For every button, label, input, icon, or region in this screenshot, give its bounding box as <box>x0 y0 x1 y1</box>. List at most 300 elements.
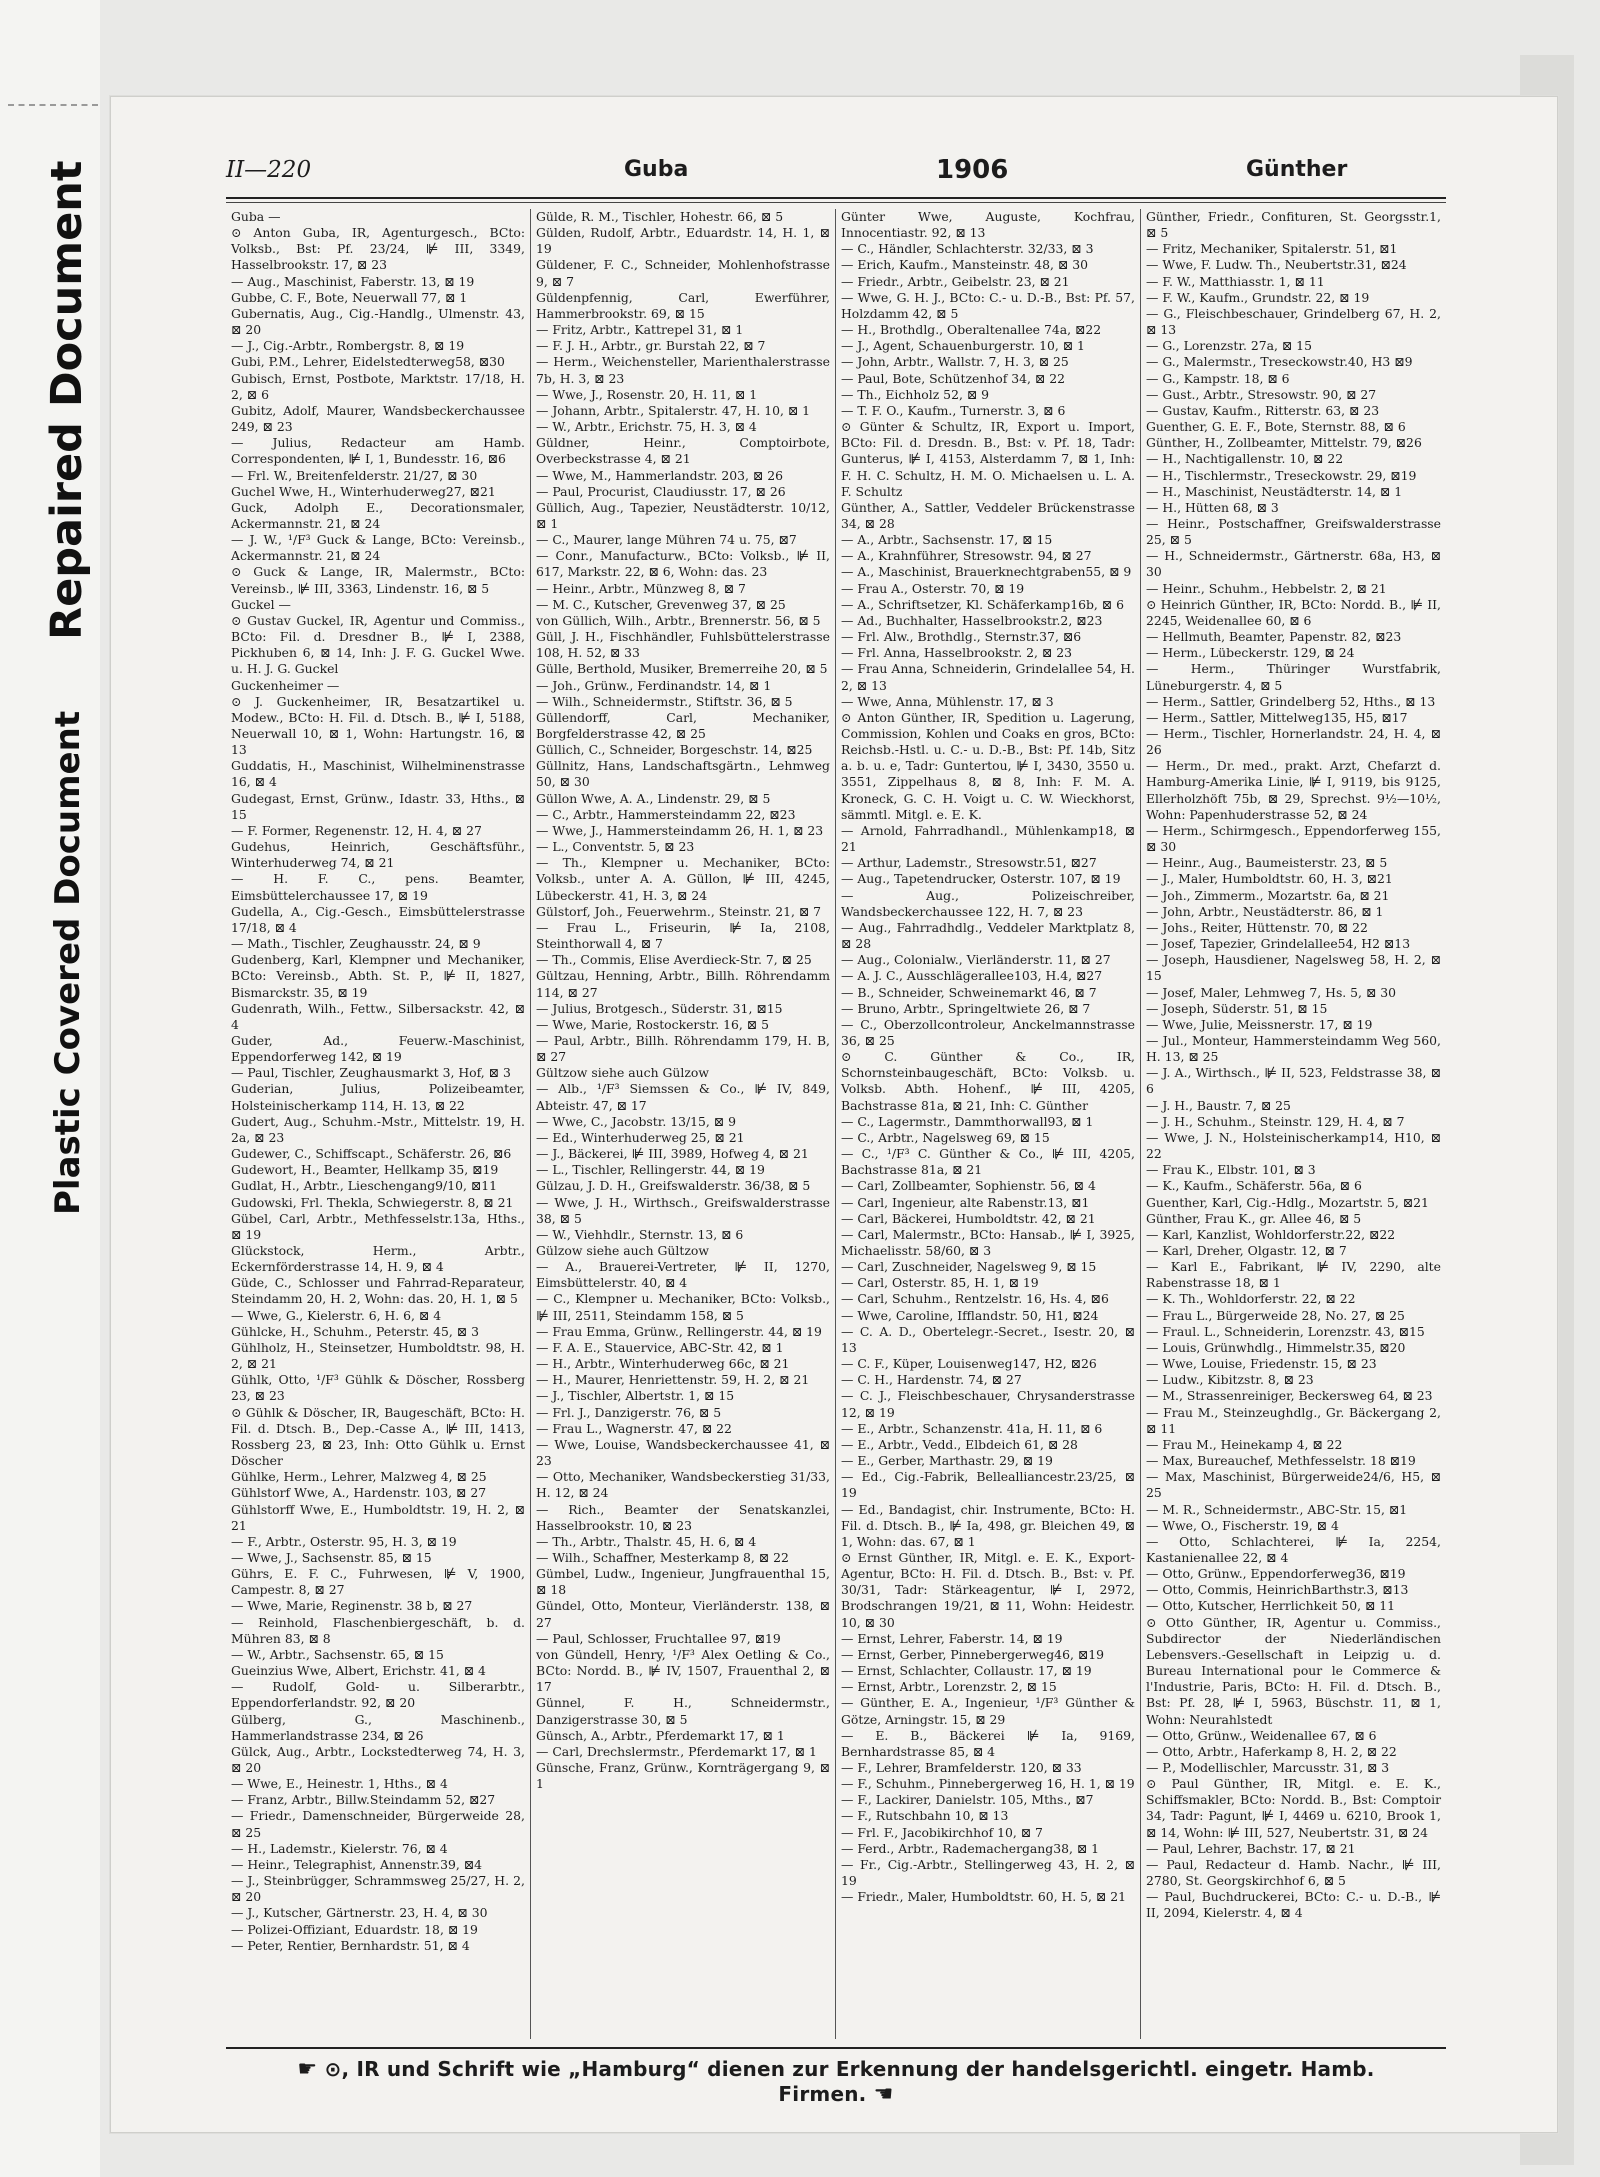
directory-entry: Gudowski, Frl. Thekla, Schwiegerstr. 8, ⊠ 21 <box>231 1194 514 1210</box>
directory-entry: — P., Modellischler, Marcusstr. 31, ⊠ 3 <box>1146 1760 1390 1775</box>
directory-entry: Günther, Friedr., Confituren, St. Georgsstr.1, ⊠ 5 <box>1146 209 1441 241</box>
directory-entry: Günter Wwe, Auguste, Kochfrau, Innocentiastr. 92, ⊠ 13 <box>841 209 1135 241</box>
directory-entry: — Gust., Arbtr., Stresowstr. 90, ⊠ 27 <box>1146 386 1377 402</box>
directory-entry: — Arnold, Fahrradhandl., Mühlenkamp18, ⊠ 21 <box>841 822 1135 855</box>
directory-entry: — Aug., Tapetendrucker, Osterstr. 107, ⊠ 19 <box>841 871 1121 887</box>
directory-entry: — Conr., Manufacturw., BCto: Volksb., ⊯ II, 617, Markstr. 22, ⊠ 6, Wohn: das. 23 <box>536 548 830 580</box>
directory-entry: — Ernst, Lehrer, Faberstr. 14, ⊠ 19 <box>841 1630 1063 1646</box>
directory-entry: ⊙ Anton Günther, IR, Spedition u. Lagerung, Commission, Kohlen und Coaks en gros, BCto: Reichsb.-Hstl. u. C.- u. D.-B., Bst: Pf. 14b, Sitz a. b. u. e, Tadr: Guntertou, ⊯ I, 3430, 3550 u. 3551, Zippelhaus 8, ⊠ 8, Inh: F. M. A. Kroneck, G. C. H. Voigt u. C. W. Wieckhorst, sämmtl. Mitgl. e. E. K. <box>841 709 1135 822</box>
directory-entry: — Wwe, O., Fischerstr. 19, ⊠ 4 <box>1146 1517 1339 1533</box>
directory-entry: Günnel, F. H., Schneidermstr., Danzigerstrasse 30, ⊠ 5 <box>536 1695 830 1727</box>
directory-entry: — Karl, Dreher, Olgastr. 12, ⊠ 7 <box>1146 1243 1347 1258</box>
directory-entry: — Wwe, J. N., Holsteinischerkamp14, H10, ⊠ 22 <box>1146 1129 1441 1162</box>
directory-entry: — Johann, Arbtr., Spitalerstr. 47, H. 10, ⊠ 1 <box>536 402 811 418</box>
directory-entry: Gülck, Aug., Arbtr., Lockstedterweg 74, H. 3, ⊠ 20 <box>231 1743 525 1775</box>
directory-entry: — Wwe, Marie, Reginenstr. 38 b, ⊠ 27 <box>231 1598 473 1614</box>
directory-entry: — Jul., Monteur, Hammersteindamm Weg 560, H. 13, ⊠ 25 <box>1146 1032 1441 1065</box>
directory-entry: Günsche, Franz, Grünw., Kornträgergang 9, ⊠ 1 <box>536 1760 830 1792</box>
directory-entry: — F. A. E., Stauervice, ABC-Str. 42, ⊠ 1 <box>536 1339 784 1355</box>
directory-entry: — Frau L., Friseurin, ⊯ Ia, 2108, Steinthorwall 4, ⊠ 7 <box>536 919 830 952</box>
directory-entry: Güllendorff, Carl, Mechaniker, Borgfelderstrasse 42, ⊠ 25 <box>536 709 830 741</box>
scan-cut-line <box>8 104 98 106</box>
directory-entry: — B., Schneider, Schweinemarkt 46, ⊠ 7 <box>841 984 1097 1000</box>
directory-entry: — F. W., Matthiasstr. 1, ⊠ 11 <box>1146 273 1325 289</box>
directory-entry: — Ferd., Arbtr., Rademachergang38, ⊠ 1 <box>841 1840 1100 1856</box>
directory-entry: — C., Oberzollcontroleur, Anckelmannstrasse 36, ⊠ 25 <box>841 1016 1135 1048</box>
directory-entry: Günther, A., Sattler, Veddeler Brückenstrasse 34, ⊠ 28 <box>841 499 1135 531</box>
directory-entry: Güllich, C., Schneider, Borgeschstr. 14, ⊠25 <box>536 742 813 758</box>
directory-entry: — Polizei-Offiziant, Eduardstr. 18, ⊠ 19 <box>231 1921 478 1937</box>
directory-entry: ⊙ Paul Günther, IR, Mitgl. e. E. K., Schiffsmakler, BCto: Nordd. B., Bst: Comptoir 34, Tadr: Pagunt, ⊯ I, 4469 u. 6210, Brook 1, ⊠ 14, Wohn: ⊯ III, 527, Neubertstr. 31, ⊠ 24 <box>1146 1776 1441 1840</box>
directory-entry: — Carl, Zollbeamter, Sophienstr. 56, ⊠ 4 <box>841 1178 1096 1194</box>
directory-entry: — G., Malermstr., Treseckowstr.40, H3 ⊠9 <box>1146 354 1413 370</box>
directory-columns <box>226 209 1446 2039</box>
directory-entry: ⊙ Guck & Lange, IR, Malermstr., BCto: Vereinsb., ⊯ III, 3363, Lindenstr. 16, ⊠ 5 <box>231 564 525 596</box>
column-1 <box>226 209 531 2039</box>
directory-entry: — Reinhold, Flaschenbiergeschäft, b. d. Mühren 83, ⊠ 8 <box>231 1614 525 1646</box>
directory-entry: — Wwe, J., Sachsenstr. 85, ⊠ 15 <box>231 1549 432 1565</box>
directory-entry: — C., Maurer, lange Mühren 74 u. 75, ⊠7 <box>536 532 797 548</box>
directory-entry: — F. Former, Regenenstr. 12, H. 4, ⊠ 27 <box>231 822 482 838</box>
directory-entry: Güldner, Heinr., Comptoirbote, Overbeckstrasse 4, ⊠ 21 <box>536 435 830 467</box>
pointing-hand-icon: ☛ <box>297 2057 318 2082</box>
directory-entry: — Wwe, G., Kielerstr. 6, H. 6, ⊠ 4 <box>231 1307 442 1323</box>
directory-entry: — Herm., Tischler, Hornerlandstr. 24, H. 4, ⊠ 26 <box>1146 726 1441 758</box>
directory-entry: — Frl. W., Breitenfelderstr. 21/27, ⊠ 30 <box>231 467 478 483</box>
directory-entry: — J., Agent, Schauenburgerstr. 10, ⊠ 1 <box>841 338 1085 354</box>
directory-entry: — Wwe, Anna, Mühlenstr. 17, ⊠ 3 <box>841 693 1054 709</box>
directory-entry: — Paul, Tischler, Zeughausmarkt 3, Hof, ⊠ 3 <box>231 1065 511 1081</box>
directory-entry: — Karl, Kanzlist, Wohldorferstr.22, ⊠22 <box>1146 1226 1396 1242</box>
directory-entry: — Herm., Weichensteller, Marienthalerstrasse 7b, H. 3, ⊠ 23 <box>536 354 830 386</box>
directory-entry: — Wwe, F. Ludw. Th., Neubertstr.31, ⊠24 <box>1146 257 1407 273</box>
directory-entry: — J. A., Wirthsch., ⊯ II, 523, Feldstrasse 38, ⊠ 6 <box>1146 1065 1441 1097</box>
directory-entry: ⊙ Günter & Schultz, IR, Export u. Import, BCto: Fil. d. Dresdn. B., Bst: v. Pf. 18, Tadr: Gunterus, ⊯ I, 4153, Alsterdamm 7, ⊠ 1, Inh: F. H. C. Schultz, H. M. O. Michaelsen u. L. A. F. Schultz <box>841 419 1135 499</box>
directory-entry: — Wwe, Julie, Meissnerstr. 17, ⊠ 19 <box>1146 1016 1373 1032</box>
directory-entry: — K. Th., Wohldorferstr. 22, ⊠ 22 <box>1146 1291 1356 1307</box>
directory-entry: — Carl, Bäckerei, Humboldtstr. 42, ⊠ 21 <box>841 1210 1096 1226</box>
directory-entry: Gudlat, H., Arbtr., Lieschengang9/10, ⊠11 <box>231 1178 497 1194</box>
directory-entry: — C. J., Fleischbeschauer, Chrysanderstrasse 12, ⊠ 19 <box>841 1388 1135 1420</box>
directory-entry: — Frau L., Bürgerweide 28, No. 27, ⊠ 25 <box>1146 1307 1405 1323</box>
directory-entry: — Fritz, Mechaniker, Spitalerstr. 51, ⊠1 <box>1146 241 1398 257</box>
directory-entry: — Joh., Grünw., Ferdinandstr. 14, ⊠ 1 <box>536 677 772 693</box>
footer-note <box>251 2057 1421 2107</box>
directory-entry: — W., Arbtr., Sachsenstr. 65, ⊠ 15 <box>231 1646 444 1662</box>
plastic-covered-label: Plastic Covered Document <box>48 710 88 1215</box>
directory-entry: — C., Klempner u. Mechaniker, BCto: Volksb., ⊯ III, 2511, Steindamm 158, ⊠ 5 <box>536 1291 830 1323</box>
directory-entry: — Wilh., Schaffner, Mesterkamp 8, ⊠ 22 <box>536 1549 789 1565</box>
directory-entry: — Aug., Maschinist, Faberstr. 13, ⊠ 19 <box>231 273 475 289</box>
directory-entry: — Herm., Lübeckerstr. 129, ⊠ 24 <box>1146 645 1355 661</box>
directory-entry: — J. W., ¹/F³ Guck & Lange, BCto: Vereinsb., Ackermannstr. 21, ⊠ 24 <box>231 532 525 564</box>
directory-entry: Gudewort, H., Beamter, Hellkamp 35, ⊠19 <box>231 1162 499 1178</box>
directory-entry: — Wilh., Schneidermstr., Stiftstr. 36, ⊠ 5 <box>536 693 793 709</box>
directory-entry: — Aug., Polizeischreiber, Wandsbeckerchaussee 122, H. 7, ⊠ 23 <box>841 887 1135 919</box>
directory-entry: — Rudolf, Gold- u. Silberarbtr., Eppendorferlandstr. 92, ⊠ 20 <box>231 1679 525 1711</box>
directory-entry: — Th., Commis, Elise Averdieck-Str. 7, ⊠ 25 <box>536 952 812 968</box>
directory-entry: von Gündell, Henry, ¹/F³ Alex Oetling & Co., BCto: Nordd. B., ⊯ IV, 1507, Frauenthal 2, ⊠ 17 <box>536 1646 830 1695</box>
directory-entry: — Fr., Cig.-Arbtr., Stellingerweg 43, H. 2, ⊠ 19 <box>841 1856 1135 1889</box>
directory-entry: — A., Brauerei-Vertreter, ⊯ II, 1270, Eimsbüttelerstr. 40, ⊠ 4 <box>536 1259 830 1291</box>
directory-entry: — Heinr., Telegraphist, Annenstr.39, ⊠4 <box>231 1856 483 1872</box>
footer-text: ⊙, IR und Schrift wie „Hamburg“ dienen zur Erkennung der handelsgerichtl. eingetr. Hamb. Firmen. <box>324 2057 1375 2106</box>
directory-entry: Guckel — <box>231 596 291 612</box>
directory-entry: Gudewer, C., Schiffscapt., Schäferstr. 26, ⊠6 <box>231 1146 512 1162</box>
directory-entry: — M., Strassenreiniger, Beckersweg 64, ⊠ 23 <box>1146 1388 1433 1404</box>
directory-entry: — Josef, Maler, Lehmweg 7, Hs. 5, ⊠ 30 <box>1146 984 1397 1000</box>
directory-entry: — Paul, Bote, Schützenhof 34, ⊠ 22 <box>841 370 1065 386</box>
directory-entry: — Math., Tischler, Zeughausstr. 24, ⊠ 9 <box>231 936 481 952</box>
directory-entry: ⊙ Otto Günther, IR, Agentur u. Commiss., Subdirector der Niederländischen Lebensvers.-Gesellschaft in Leipzig u. d. Bureau International pour le Commerce & l'Industrie, Paris, BCto: H. Fil. d. Dtsch. B., Bst: Pf. 28, ⊯ I, 5963, Büschstr. 11, ⊠ 1, Wohn: Neurahlstedt <box>1146 1614 1441 1727</box>
directory-entry: Gudenrath, Wilh., Fettw., Silbersackstr. 42, ⊠ 4 <box>231 1000 525 1032</box>
directory-entry: — J. H., Baustr. 7, ⊠ 25 <box>1146 1097 1291 1113</box>
column-4 <box>1141 209 1446 2039</box>
directory-entry: — Herm., Dr. med., prakt. Arzt, Chefarzt d. Hamburg-Amerika Linie, ⊯ I, 9119, bis 9125, Ellerholzhöft 75b, ⊠ 29, Sprechst. 9½—10½, Wohn: Papenhuderstrasse 52, ⊠ 24 <box>1146 758 1441 822</box>
directory-entry: — Frau Emma, Grünw., Rellingerstr. 44, ⊠ 19 <box>536 1323 822 1339</box>
directory-entry: Gubitz, Adolf, Maurer, Wandsbeckerchaussee 249, ⊠ 23 <box>231 402 525 435</box>
directory-entry: — J. H., Schuhm., Steinstr. 129, H. 4, ⊠ 7 <box>1146 1113 1405 1129</box>
directory-entry: — Gustav, Kaufm., Ritterstr. 63, ⊠ 23 <box>1146 402 1380 418</box>
directory-entry: — Wwe, J. H., Wirthsch., Greifswalderstrasse 38, ⊠ 5 <box>536 1194 830 1226</box>
directory-entry: — Otto, Grünw., Eppendorferweg36, ⊠19 <box>1146 1566 1406 1582</box>
directory-entry: Gülzau, J. D. H., Greifswalderstr. 36/38, ⊠ 5 <box>536 1178 811 1194</box>
directory-entry: — H. F. C., pens. Beamter, Eimsbüttelerchaussee 17, ⊠ 19 <box>231 871 525 903</box>
directory-entry: — Wwe, Caroline, Ifflandstr. 50, H1, ⊠24 <box>841 1307 1099 1323</box>
directory-entry: Gülzow siehe auch Gültzow <box>536 1243 709 1258</box>
directory-entry: — Herm., Sattler, Mittelweg135, H5, ⊠17 <box>1146 709 1408 725</box>
directory-entry: — F., Lackirer, Danielstr. 105, Mths., ⊠7 <box>841 1792 1094 1808</box>
directory-entry: Guck, Adolph E., Decorationsmaler, Ackermannstr. 21, ⊠ 24 <box>231 499 525 531</box>
directory-entry: — F. J. H., Arbtr., gr. Burstah 22, ⊠ 7 <box>536 338 766 354</box>
directory-entry: — Heinr., Arbtr., Münzweg 8, ⊠ 7 <box>536 580 746 596</box>
directory-entry: — Heinr., Postschaffner, Greifswalderstrasse 25, ⊠ 5 <box>1146 515 1441 548</box>
directory-entry: Guchel Wwe, H., Winterhuderweg27, ⊠21 <box>231 483 496 499</box>
directory-entry: — Otto, Arbtr., Haferkamp 8, H. 2, ⊠ 22 <box>1146 1743 1397 1759</box>
pointing-hand-icon-right: ☚ <box>873 2082 894 2107</box>
directory-entry: Güll, J. H., Fischhändler, Fuhlsbüttelerstrasse 108, H. 52, ⊠ 33 <box>536 629 830 661</box>
directory-entry: — A., Krahnführer, Stresowstr. 94, ⊠ 27 <box>841 548 1092 564</box>
directory-entry: — C., Lagermstr., Dammthorwall93, ⊠ 1 <box>841 1113 1094 1129</box>
directory-entry: — Franz, Arbtr., Billw.Steindamm 52, ⊠27 <box>231 1792 496 1808</box>
directory-entry: — F., Lehrer, Bramfelderstr. 120, ⊠ 33 <box>841 1760 1082 1775</box>
header-rule <box>226 197 1446 199</box>
directory-entry: Guckenheimer — <box>231 677 340 693</box>
directory-entry: — H., Brothdlg., Oberaltenallee 74a, ⊠22 <box>841 322 1102 338</box>
directory-entry: Güllnitz, Hans, Landschaftsgärtn., Lehmweg 50, ⊠ 30 <box>536 758 830 790</box>
directory-entry: — Ed., Cig.-Fabrik, Bellealliancestr.23/25, ⊠ 19 <box>841 1469 1135 1501</box>
directory-entry: Gühlstorff Wwe, E., Humboldtstr. 19, H. 2, ⊠ 21 <box>231 1501 525 1533</box>
directory-entry: — A. J. C., Ausschlägerallee103, H.4, ⊠27 <box>841 968 1103 984</box>
directory-entry: — Frau L., Wagnerstr. 47, ⊠ 22 <box>536 1420 732 1436</box>
directory-entry: — Rich., Beamter der Senatskanzlei, Hasselbrookstr. 10, ⊠ 23 <box>536 1501 830 1533</box>
directory-entry: Guddatis, H., Maschinist, Wilhelminenstrasse 16, ⊠ 4 <box>231 758 525 790</box>
directory-entry: Gülden, Rudolf, Arbtr., Eduardstr. 14, H. 1, ⊠ 19 <box>536 225 830 257</box>
directory-entry: — C., ¹/F³ C. Günther & Co., ⊯ III, 4205, Bachstrasse 81a, ⊠ 21 <box>841 1146 1135 1178</box>
directory-entry: — H., Arbtr., Winterhuderweg 66c, ⊠ 21 <box>536 1356 790 1372</box>
directory-entry: — Wwe, Marie, Rostockerstr. 16, ⊠ 5 <box>536 1016 769 1032</box>
directory-entry: — Wwe, Louise, Wandsbeckerchaussee 41, ⊠ 23 <box>536 1436 830 1469</box>
directory-entry: — Paul, Procurist, Claudiusstr. 17, ⊠ 26 <box>536 483 786 499</box>
directory-entry: — A., Maschinist, Brauerknechtgraben55, ⊠ 9 <box>841 564 1132 580</box>
directory-entry: — H., Schneidermstr., Gärtnerstr. 68a, H3, ⊠ 30 <box>1146 548 1441 580</box>
directory-entry: Guder, Ad., Feuerw.-Maschinist, Eppendorferweg 142, ⊠ 19 <box>231 1032 525 1065</box>
directory-entry: — H., Lademstr., Kielerstr. 76, ⊠ 4 <box>231 1840 448 1856</box>
directory-entry: Gudella, A., Cig.-Gesch., Eimsbüttelerstrasse 17/18, ⊠ 4 <box>231 903 525 935</box>
directory-entry: — Wwe, J., Hammersteindamm 26, H. 1, ⊠ 23 <box>536 822 824 838</box>
directory-entry: — J., Kutscher, Gärtnerstr. 23, H. 4, ⊠ 30 <box>231 1905 488 1921</box>
directory-entry: — Wwe, C., Jacobstr. 13/15, ⊠ 9 <box>536 1113 736 1129</box>
directory-entry: — A., Schriftsetzer, Kl. Schäferkamp16b, ⊠ 6 <box>841 596 1125 612</box>
directory-entry: Gülle, Berthold, Musiker, Bremerreihe 20, ⊠ 5 <box>536 661 828 677</box>
directory-entry: — Aug., Colonialw., Vierländerstr. 11, ⊠ 27 <box>841 952 1111 968</box>
directory-entry: — E. B., Bäckerei ⊯ Ia, 9169, Bernhardstrasse 85, ⊠ 4 <box>841 1727 1135 1759</box>
directory-entry: — H., Maurer, Henriettenstr. 59, H. 2, ⊠ 21 <box>536 1372 810 1388</box>
directory-entry: — Hellmuth, Beamter, Papenstr. 82, ⊠23 <box>1146 629 1402 645</box>
first-entry-name: Guba <box>624 157 689 182</box>
directory-entry: Günther, Frau K., gr. Allee 46, ⊠ 5 <box>1146 1210 1362 1226</box>
directory-entry: — Wwe, Louise, Friedenstr. 15, ⊠ 23 <box>1146 1356 1377 1372</box>
directory-entry: — Ernst, Schlachter, Collaustr. 17, ⊠ 19 <box>841 1663 1092 1679</box>
directory-entry: — Frau Anna, Schneiderin, Grindelallee 54, H. 2, ⊠ 13 <box>841 661 1135 693</box>
directory-entry: — Herm., Thüringer Wurstfabrik, Lüneburgerstr. 4, ⊠ 5 <box>1146 661 1441 693</box>
directory-entry: — Frau M., Steinzeughdlg., Gr. Bäckergang 2, ⊠ 11 <box>1146 1404 1441 1436</box>
directory-entry: — Friedr., Maler, Humboldtstr. 60, H. 5, ⊠ 21 <box>841 1889 1127 1905</box>
directory-entry: — L., Tischler, Rellingerstr. 44, ⊠ 19 <box>536 1162 765 1178</box>
directory-entry: — Heinr., Schuhm., Hebbelstr. 2, ⊠ 21 <box>1146 580 1387 596</box>
directory-entry: — Paul, Buchdruckerei, BCto: C.- u. D.-B., ⊯ II, 2094, Kielerstr. 4, ⊠ 4 <box>1146 1889 1441 1921</box>
directory-entry: — C. F., Küper, Louisenweg147, H2, ⊠26 <box>841 1356 1097 1372</box>
directory-entry: — J., Cig.-Arbtr., Rombergstr. 8, ⊠ 19 <box>231 338 465 354</box>
directory-entry: — C., Händler, Schlachterstr. 32/33, ⊠ 3 <box>841 241 1094 257</box>
directory-entry: — K., Kaufm., Schäferstr. 56a, ⊠ 6 <box>1146 1178 1362 1194</box>
directory-entry: — F., Rutschbahn 10, ⊠ 13 <box>841 1808 1009 1824</box>
directory-entry: Gühlholz, H., Steinsetzer, Humboldtstr. 98, H. 2, ⊠ 21 <box>231 1339 525 1372</box>
directory-entry: — Carl, Schuhm., Rentzelstr. 16, Hs. 4, ⊠6 <box>841 1291 1109 1307</box>
directory-entry: ⊙ Gühlk & Döscher, IR, Baugeschäft, BCto: H. Fil. d. Dtsch. B., Dep.-Casse A., ⊯ III, 1413, Rossberg 23, ⊠ 23, Inh: Otto Gühlk u. Ernst Döscher <box>231 1404 525 1469</box>
directory-entry: — Wwe, M., Hammerlandstr. 203, ⊠ 26 <box>536 467 783 483</box>
directory-entry: ⊙ Heinrich Günther, IR, BCto: Nordd. B., ⊯ II, 2245, Weidenallee 60, ⊠ 6 <box>1146 596 1441 628</box>
directory-entry: ⊙ J. Guckenheimer, IR, Besatzartikel u. Modew., BCto: H. Fil. d. Dtsch. B., ⊯ I, 5188, Neuerwall 10, ⊠ 1, Wohn: Hartungstr. 16, ⊠ 13 <box>231 693 525 758</box>
directory-entry: Gudert, Aug., Schuhm.-Mstr., Mittelstr. 19, H. 2a, ⊠ 23 <box>231 1113 525 1145</box>
directory-entry: Günther, H., Zollbeamter, Mittelstr. 79, ⊠26 <box>1146 435 1422 451</box>
directory-entry: — Carl, Malermstr., BCto: Hansab., ⊯ I, 3925, Michaelisstr. 58/60, ⊠ 3 <box>841 1226 1135 1258</box>
repaired-document-label: Repaired Document <box>42 160 92 640</box>
directory-entry: — Frl. J., Danzigerstr. 76, ⊠ 5 <box>536 1404 722 1420</box>
column-2 <box>531 209 836 2039</box>
directory-entry: — John, Arbtr., Wallstr. 7, H. 3, ⊠ 25 <box>841 354 1069 370</box>
directory-entry: — John, Arbtr., Neustädterstr. 86, ⊠ 1 <box>1146 903 1384 919</box>
directory-entry: — Joseph, Hausdiener, Nagelsweg 58, H. 2, ⊠ 15 <box>1146 952 1441 984</box>
directory-entry: — Ad., Buchhalter, Hasselbrookstr.2, ⊠23 <box>841 612 1103 628</box>
directory-entry: — A., Arbtr., Sachsenstr. 17, ⊠ 15 <box>841 532 1053 548</box>
directory-entry: — Paul, Arbtr., Billh. Röhrendamm 179, H. B, ⊠ 27 <box>536 1032 830 1065</box>
directory-entry: — Th., Arbtr., Thalstr. 45, H. 6, ⊠ 4 <box>536 1533 757 1549</box>
directory-entry: — Alb., ¹/F³ Siemssen & Co., ⊯ IV, 849, Abteistr. 47, ⊠ 17 <box>536 1081 830 1113</box>
directory-entry: — Ludw., Kibitzstr. 8, ⊠ 23 <box>1146 1372 1314 1388</box>
directory-page <box>110 96 1558 2133</box>
footer-rule <box>226 2047 1446 2049</box>
directory-entry: — Friedr., Damenschneider, Bürgerweide 28, ⊠ 25 <box>231 1808 525 1840</box>
directory-entry: — Julius, Redacteur am Hamb. Correspondenten, ⊯ I, 1, Bundesstr. 16, ⊠6 <box>231 435 525 467</box>
directory-entry: — Fritz, Arbtr., Kattrepel 31, ⊠ 1 <box>536 322 744 338</box>
directory-entry: Guba — <box>231 209 281 224</box>
directory-entry: Gubi, P.M., Lehrer, Eidelstedterweg58, ⊠30 <box>231 354 505 370</box>
directory-entry: — E., Gerber, Marthastr. 29, ⊠ 19 <box>841 1453 1053 1469</box>
directory-entry: — Karl E., Fabrikant, ⊯ IV, 2290, alte Rabenstrasse 18, ⊠ 1 <box>1146 1259 1441 1291</box>
directory-entry: — Joh., Zimmerm., Mozartstr. 6a, ⊠ 21 <box>1146 887 1390 903</box>
directory-entry: Guderian, Julius, Polizeibeamter, Holsteinischerkamp 114, H. 13, ⊠ 22 <box>231 1081 525 1113</box>
directory-entry: — Herm., Schirmgesch., Eppendorferweg 155, ⊠ 30 <box>1146 822 1441 855</box>
directory-entry: — Frl. Alw., Brothdlg., Sternstr.37, ⊠6 <box>841 629 1082 645</box>
directory-entry: Gühlk, Otto, ¹/F³ Gühlk & Döscher, Rossberg 23, ⊠ 23 <box>231 1372 525 1404</box>
directory-entry: — Max, Maschinist, Bürgerweide24/6, H5, ⊠ 25 <box>1146 1469 1441 1501</box>
directory-entry: — J., Bäckerei, ⊯ III, 3989, Hofweg 4, ⊠ 21 <box>536 1146 809 1162</box>
directory-entry: — M. C., Kutscher, Grevenweg 37, ⊠ 25 <box>536 596 786 612</box>
directory-entry: — Carl, Osterstr. 85, H. 1, ⊠ 19 <box>841 1275 1039 1291</box>
directory-entry: — Frau A., Osterstr. 70, ⊠ 19 <box>841 580 1025 596</box>
directory-entry: — H., Tischlermstr., Treseckowstr. 29, ⊠19 <box>1146 467 1417 483</box>
directory-entry: Gülstorf, Joh., Feuerwehrm., Steinstr. 21, ⊠ 7 <box>536 903 822 919</box>
directory-entry: ⊙ Gustav Guckel, IR, Agentur und Commiss., BCto: Fil. d. Dresdner B., ⊯ I, 2388, Pickhuben 6, ⊠ 14, Inh: J. F. G. Guckel Wwe. u. H. J. G. Guckel <box>231 612 525 677</box>
directory-entry: Gülde, R. M., Tischler, Hohestr. 66, ⊠ 5 <box>536 209 784 224</box>
directory-entry: Gümbel, Ludw., Ingenieur, Jungfrauenthal 15, ⊠ 18 <box>536 1566 830 1598</box>
directory-entry: Gühlstorf Wwe, A., Hardenstr. 103, ⊠ 27 <box>231 1485 487 1501</box>
directory-entry: — C. H., Hardenstr. 74, ⊠ 27 <box>841 1372 1022 1388</box>
directory-entry: ⊙ C. Günther & Co., IR, Schornsteinbaugeschäft, BCto: Volksb. u. Volksb. Abth. Hohenf., ⊯ III, 4205, Bachstrasse 81a, ⊠ 21, Inh: C. Günther <box>841 1049 1135 1113</box>
directory-entry: ⊙ Anton Guba, IR, Agenturgesch., BCto: Volksb., Bst: Pf. 23/24, ⊯ III, 3349, Hasselbrookstr. 17, ⊠ 23 <box>231 225 525 273</box>
directory-entry: Gubernatis, Aug., Cig.-Handlg., Ulmenstr. 43, ⊠ 20 <box>231 305 525 338</box>
directory-entry: — C., Arbtr., Hammersteindamm 22, ⊠23 <box>536 806 796 822</box>
directory-entry: — Julius, Brotgesch., Süderstr. 31, ⊠15 <box>536 1000 783 1016</box>
directory-entry: Güllon Wwe, A. A., Lindenstr. 29, ⊠ 5 <box>536 790 771 806</box>
directory-entry: — Otto, Commis, HeinrichBarthstr.3, ⊠13 <box>1146 1582 1409 1598</box>
directory-entry: — Louis, Grünwhdlg., Himmelstr.35, ⊠20 <box>1146 1339 1406 1355</box>
directory-entry: — Th., Eichholz 52, ⊠ 9 <box>841 386 990 402</box>
directory-entry: von Güllich, Wilh., Arbtr., Brennerstr. 56, ⊠ 5 <box>536 612 821 628</box>
directory-entry: — W., Viehhdlr., Sternstr. 13, ⊠ 6 <box>536 1226 744 1242</box>
directory-entry: Glückstock, Herm., Arbtr., Eckernförderstrasse 14, H. 9, ⊠ 4 <box>231 1243 525 1275</box>
directory-entry: — Carl, Zuschneider, Nagelsweg 9, ⊠ 15 <box>841 1259 1097 1275</box>
directory-entry: — H., Maschinist, Neustädterstr. 14, ⊠ 1 <box>1146 483 1403 499</box>
directory-entry: Gührs, E. F. C., Fuhrwesen, ⊯ V, 1900, Campestr. 8, ⊠ 27 <box>231 1566 525 1598</box>
directory-entry: — G., Fleischbeschauer, Grindelberg 67, H. 2, ⊠ 13 <box>1146 305 1441 338</box>
column-3 <box>836 209 1141 2039</box>
directory-entry: — Wwe, G. H. J., BCto: C.- u. D.-B., Bst: Pf. 57, Holzdamm 42, ⊠ 5 <box>841 289 1135 321</box>
directory-entry: — Frau K., Elbstr. 101, ⊠ 3 <box>1146 1162 1316 1178</box>
directory-entry: Gültzau, Henning, Arbtr., Billh. Röhrendamm 114, ⊠ 27 <box>536 968 830 1000</box>
directory-entry: — Carl, Ingenieur, alte Rabenstr.13, ⊠1 <box>841 1194 1090 1210</box>
directory-entry: Güllich, Aug., Tapezier, Neustädterstr. 10/12, ⊠ 1 <box>536 499 830 531</box>
directory-entry: — Friedr., Arbtr., Geibelstr. 23, ⊠ 21 <box>841 273 1070 289</box>
directory-entry: Guenther, G. E. F., Bote, Sternstr. 88, ⊠ 6 <box>1146 419 1406 435</box>
directory-entry: — Paul, Schlosser, Fruchtallee 97, ⊠19 <box>536 1630 781 1646</box>
directory-entry: Gündel, Otto, Monteur, Vierländerstr. 138, ⊠ 27 <box>536 1598 830 1630</box>
directory-entry: — Ernst, Arbtr., Lorenzstr. 2, ⊠ 15 <box>841 1679 1057 1695</box>
directory-entry: Gueinzius Wwe, Albert, Erichstr. 41, ⊠ 4 <box>231 1663 486 1679</box>
directory-entry: Güde, C., Schlosser und Fahrrad-Reparateur, Steindamm 20, H. 2, Wohn: das. 20, H. 1, ⊠ 5 <box>231 1275 525 1307</box>
directory-entry: — Th., Klempner u. Mechaniker, BCto: Volksb., unter A. A. Güllon, ⊯ III, 4245, Lübeckerstr. 41, H. 3, ⊠ 24 <box>536 855 830 903</box>
directory-entry: Günsch, A., Arbtr., Pferdemarkt 17, ⊠ 1 <box>536 1727 785 1743</box>
directory-entry: — Otto, Kutscher, Herrlichkeit 50, ⊠ 11 <box>1146 1598 1396 1614</box>
directory-entry: — Otto, Schlachterei, ⊯ Ia, 2254, Kastanienallee 22, ⊠ 4 <box>1146 1533 1441 1565</box>
directory-entry: — Heinr., Aug., Baumeisterstr. 23, ⊠ 5 <box>1146 855 1388 871</box>
directory-entry: — Max, Bureauchef, Methfesselstr. 18 ⊠19 <box>1146 1453 1416 1469</box>
directory-entry: — Arthur, Lademstr., Stresowstr.51, ⊠27 <box>841 855 1097 871</box>
directory-entry: Gübel, Carl, Arbtr., Methfesselstr.13a, Hths., ⊠ 19 <box>231 1210 525 1242</box>
directory-entry: — J., Tischler, Albertstr. 1, ⊠ 15 <box>536 1388 735 1404</box>
last-entry-name: Günther <box>1246 157 1348 182</box>
directory-entry: — Joseph, Süderstr. 51, ⊠ 15 <box>1146 1000 1328 1016</box>
directory-entry: — Bruno, Arbtr., Springeltwiete 26, ⊠ 7 <box>841 1000 1091 1016</box>
directory-entry: Güldener, F. C., Schneider, Mohlenhofstrasse 9, ⊠ 7 <box>536 257 830 289</box>
directory-entry: Güldenpfennig, Carl, Ewerführer, Hammerbrookstr. 69, ⊠ 15 <box>536 289 830 321</box>
directory-entry: — F., Arbtr., Osterstr. 95, H. 3, ⊠ 19 <box>231 1533 457 1549</box>
directory-entry: Gudenberg, Karl, Klempner und Mechaniker, BCto: Vereinsb., Abth. St. P., ⊯ II, 1827, Bismarckstr. 35, ⊠ 19 <box>231 952 525 1000</box>
directory-entry: — G., Kampstr. 18, ⊠ 6 <box>1146 370 1290 386</box>
directory-entry: Gubbe, C. F., Bote, Neuerwall 77, ⊠ 1 <box>231 289 468 305</box>
directory-entry: ⊙ Ernst Günther, IR, Mitgl. e. E. K., Export-Agentur, BCto: H. Fil. d. Dtsch. B., Bst: v. Pf. 30/31, Tadr: Stärkeagentur, ⊯ I, 2972, Brodschrangen 19/21, ⊠ 11, Wohn: Heidestr. 10, ⊠ 30 <box>841 1549 1135 1630</box>
page-number: II—220 <box>226 157 312 183</box>
directory-entry: — Erich, Kaufm., Mansteinstr. 48, ⊠ 30 <box>841 257 1089 273</box>
directory-entry: — Ernst, Gerber, Pinnebergerweg46, ⊠19 <box>841 1646 1104 1662</box>
directory-entry: — C. A. D., Obertelegr.-Secret., Isestr. 20, ⊠ 13 <box>841 1323 1135 1355</box>
directory-entry: — Wwe, E., Heinestr. 1, Hths., ⊠ 4 <box>231 1776 448 1792</box>
directory-entry: — F., Schuhm., Pinnebergerweg 16, H. 1, ⊠ 19 <box>841 1776 1135 1792</box>
directory-entry: — Günther, E. A., Ingenieur, ¹/F³ Günther & Götze, Arningstr. 15, ⊠ 29 <box>841 1695 1135 1727</box>
directory-entry: Gültzow siehe auch Gülzow <box>536 1065 709 1081</box>
directory-entry: — M. R., Schneidermstr., ABC-Str. 15, ⊠1 <box>1146 1501 1408 1517</box>
directory-entry: — Carl, Drechslermstr., Pferdemarkt 17, ⊠ 1 <box>536 1743 817 1759</box>
directory-entry: — Paul, Lehrer, Bachstr. 17, ⊠ 21 <box>1146 1840 1356 1856</box>
directory-entry: — G., Lorenzstr. 27a, ⊠ 15 <box>1146 338 1312 354</box>
directory-entry: — Paul, Redacteur d. Hamb. Nachr., ⊯ III, 2780, St. Georgskirchhof 6, ⊠ 5 <box>1146 1856 1441 1889</box>
page-header <box>226 157 1446 191</box>
directory-entry: — Ed., Bandagist, chir. Instrumente, BCto: H. Fil. d. Dtsch. B., ⊯ Ia, 498, gr. Bleichen 49, ⊠ 1, Wohn: das. 67, ⊠ 1 <box>841 1501 1135 1549</box>
directory-entry: — Josef, Tapezier, Grindelallee54, H2 ⊠13 <box>1146 936 1411 952</box>
directory-entry: — E., Arbtr., Schanzenstr. 41a, H. 11, ⊠ 6 <box>841 1420 1103 1436</box>
directory-entry: — Fraul. L., Schneiderin, Lorenzstr. 43, ⊠15 <box>1146 1323 1425 1339</box>
directory-entry: — H., Hütten 68, ⊠ 3 <box>1146 499 1279 515</box>
directory-entry: — L., Conventstr. 5, ⊠ 23 <box>536 839 695 855</box>
directory-entry: — Ed., Winterhuderweg 25, ⊠ 21 <box>536 1129 745 1145</box>
directory-entry: — Otto, Mechaniker, Wandsbeckerstieg 31/33, H. 12, ⊠ 24 <box>536 1469 830 1501</box>
directory-entry: — Frl. Anna, Hasselbrookstr. 2, ⊠ 23 <box>841 645 1072 661</box>
directory-entry: — T. F. O., Kaufm., Turnerstr. 3, ⊠ 6 <box>841 402 1066 418</box>
directory-entry: — Aug., Fahrradhdlg., Veddeler Marktplatz 8, ⊠ 28 <box>841 919 1135 952</box>
directory-entry: — H., Nachtigallenstr. 10, ⊠ 22 <box>1146 451 1344 467</box>
directory-entry: Gühlke, Herm., Lehrer, Malzweg 4, ⊠ 25 <box>231 1469 487 1485</box>
directory-entry: — Johs., Reiter, Hüttenstr. 70, ⊠ 22 <box>1146 919 1368 935</box>
directory-entry: — Peter, Rentier, Bernhardstr. 51, ⊠ 4 <box>231 1937 470 1953</box>
directory-entry: Gudehus, Heinrich, Geschäftsführ., Winterhuderweg 74, ⊠ 21 <box>231 839 525 871</box>
directory-entry: Gubisch, Ernst, Postbote, Marktstr. 17/18, H. 2, ⊠ 6 <box>231 370 525 402</box>
directory-entry: — C., Arbtr., Nagelsweg 69, ⊠ 15 <box>841 1129 1050 1145</box>
directory-entry: — Wwe, J., Rosenstr. 20, H. 11, ⊠ 1 <box>536 386 758 402</box>
directory-entry: Guenther, Karl, Cig.-Hdlg., Mozartstr. 5, ⊠21 <box>1146 1194 1429 1210</box>
directory-entry: — Frl. F., Jacobikirchhof 10, ⊠ 7 <box>841 1824 1043 1840</box>
header-rule-thin <box>226 202 1446 203</box>
directory-entry: — E., Arbtr., Vedd., Elbdeich 61, ⊠ 28 <box>841 1436 1078 1452</box>
directory-entry: — J., Maler, Humboldtstr. 60, H. 3, ⊠21 <box>1146 871 1393 887</box>
directory-entry: — Otto, Grünw., Weidenallee 67, ⊠ 6 <box>1146 1727 1377 1743</box>
directory-entry: — Frau M., Heinekamp 4, ⊠ 22 <box>1146 1436 1343 1452</box>
directory-entry: — Herm., Sattler, Grindelberg 52, Hths., ⊠ 13 <box>1146 693 1436 709</box>
directory-entry: Gülberg, G., Maschinenb., Hammerlandstrasse 234, ⊠ 26 <box>231 1711 525 1743</box>
directory-entry: Gudegast, Ernst, Grünw., Idastr. 33, Hths., ⊠ 15 <box>231 790 525 822</box>
directory-year: 1906 <box>936 155 1009 185</box>
directory-entry: — W., Arbtr., Erichstr. 75, H. 3, ⊠ 4 <box>536 419 757 435</box>
